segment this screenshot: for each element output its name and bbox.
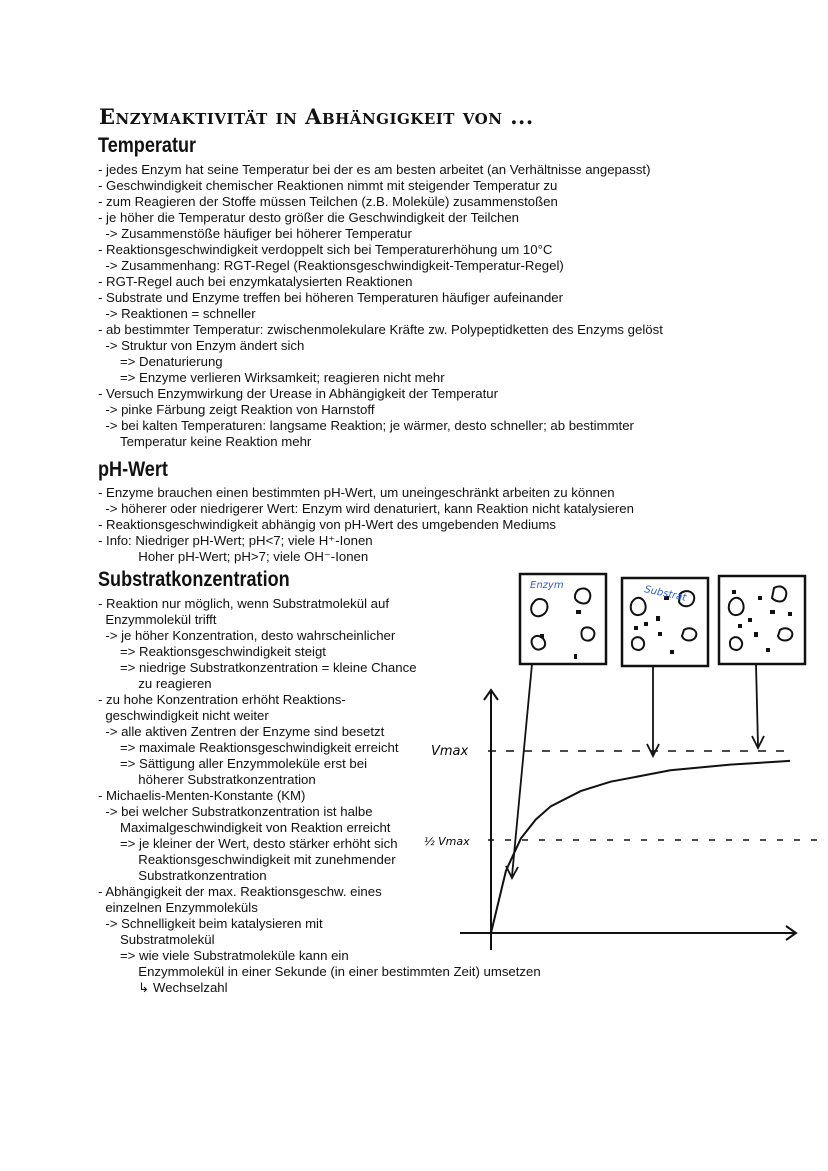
- temperatur-line: - jedes Enzym hat seine Temperatur bei der es am besten arbeitet (an Verhältnisse angepasst): [98, 162, 651, 177]
- ph-line: -> höherer oder niedrigerer Wert: Enzym wird denaturiert, kann Reaktion nicht katalysieren: [98, 501, 634, 516]
- temperatur-line: - Substrate und Enzyme treffen bei höheren Temperaturen häufiger aufeinander: [98, 290, 564, 305]
- substrat-line: zu reagieren: [98, 676, 212, 691]
- substrat-line: => Reaktionsgeschwindigkeit steigt: [98, 644, 326, 659]
- temperatur-line: -> Reaktionen = schneller: [98, 306, 256, 321]
- substrat-line: => Sättigung aller Enzymmoleküle erst bei: [98, 756, 368, 771]
- substrat-line: geschwindigkeit nicht weiter: [98, 708, 269, 723]
- ph-lines: [98, 485, 634, 565]
- box-arrows: [506, 664, 764, 878]
- substrat-line: höherer Substratkonzentration: [98, 772, 316, 787]
- temperatur-line: => Denaturierung: [98, 354, 223, 369]
- substrat-line: => niedrige Substratkonzentration = kleine Chance: [98, 660, 417, 675]
- box-high-concentration: [719, 576, 805, 664]
- substrat-line: => je kleiner der Wert, desto stärker erhöht sich: [98, 836, 398, 851]
- substrat-line: Maximalgeschwindigkeit von Reaktion erreicht: [98, 820, 391, 835]
- half-vmax-label: ½ Vmax: [424, 835, 470, 848]
- heading-ph-wert: pH-Wert: [98, 458, 168, 481]
- substrat-label: Substrat: [643, 584, 688, 604]
- substrat-line: -> alle aktiven Zentren der Enzyme sind besetzt: [98, 724, 385, 739]
- temperatur-line: -> Struktur von Enzym ändert sich: [98, 338, 305, 353]
- temperatur-line: - zum Reagieren der Stoffe müssen Teilchen (z.B. Moleküle) zusammenstoßen: [98, 194, 558, 209]
- substrat-line: Enzymmolekül trifft: [98, 612, 217, 627]
- temperatur-line: -> Zusammenstöße häufiger bei höherer Temperatur: [98, 226, 412, 241]
- substrat-line: Reaktionsgeschwindigkeit mit zunehmender: [98, 852, 396, 867]
- ph-line: - Info: Niedriger pH-Wert; pH<7; viele H⁺-Ionen: [98, 533, 373, 548]
- heading-temperatur: Temperatur: [98, 134, 197, 157]
- temperatur-line: -> pinke Färbung zeigt Reaktion von Harnstoff: [98, 402, 375, 417]
- temperatur-line: -> Zusammenhang: RGT-Regel (Reaktionsgeschwindigkeit-Temperatur-Regel): [98, 258, 564, 273]
- enzym-label: Enzym: [530, 580, 564, 591]
- substrat-line: Substratmolekül: [98, 932, 215, 947]
- substrat-line: Substratkonzentration: [98, 868, 267, 883]
- ph-line: - Enzyme brauchen einen bestimmten pH-Wert, um uneingeschränkt arbeiten zu können: [98, 485, 615, 500]
- substrat-line: -> Schnelligkeit beim katalysieren mit: [98, 916, 323, 931]
- ph-line: - Reaktionsgeschwindigkeit abhängig von pH-Wert des umgebenden Mediums: [98, 517, 556, 532]
- temperatur-line: - je höher die Temperatur desto größer die Geschwindigkeit der Teilchen: [98, 210, 520, 225]
- axes: [460, 690, 796, 950]
- substrat-line: Enzymmolekül in einer Sekunde (in einer bestimmten Zeit) umsetzen: [98, 964, 541, 979]
- temperatur-line: -> bei kalten Temperaturen: langsame Reaktion; je wärmer, desto schneller; ab bestimmter: [98, 418, 634, 433]
- substrat-line: einzelnen Enzymmoleküls: [98, 900, 258, 915]
- michaelis-menten-curve: [491, 761, 790, 933]
- ph-line: Hoher pH-Wert; pH>7; viele OH⁻-Ionen: [98, 549, 369, 564]
- substrat-line: - Reaktion nur möglich, wenn Substratmolekül auf: [98, 596, 390, 611]
- vmax-label: Vmax: [431, 744, 469, 759]
- substrat-line: => maximale Reaktionsgeschwindigkeit erreicht: [98, 740, 399, 755]
- substrat-line: -> je höher Konzentration, desto wahrscheinlicher: [98, 628, 396, 643]
- temperatur-line: - Reaktionsgeschwindigkeit verdoppelt sich bei Temperaturerhöhung um 10°C: [98, 242, 553, 257]
- temperatur-lines: [98, 162, 663, 450]
- page-title: Enzymaktivität in Abhängigkeit von ...: [99, 104, 534, 129]
- substrat-line: ↳ Wechselzahl: [98, 980, 228, 995]
- heading-substratkonzentration: Substratkonzentration: [98, 568, 290, 591]
- temperatur-line: => Enzyme verlieren Wirksamkeit; reagieren nicht mehr: [98, 370, 445, 385]
- substrat-line: - Abhängigkeit der max. Reaktionsgeschw. eines: [98, 884, 382, 899]
- temperatur-line: - ab bestimmter Temperatur: zwischenmolekulare Kräfte zw. Polypeptidketten des Enzyms gelöst: [98, 322, 663, 337]
- michaelis-menten-diagram: [418, 566, 824, 956]
- substrat-line: -> bei welcher Substratkonzentration ist halbe: [98, 804, 373, 819]
- temperatur-line: - Geschwindigkeit chemischer Reaktionen nimmt mit steigender Temperatur zu: [98, 178, 558, 193]
- substrat-line: => wie viele Substratmoleküle kann ein: [98, 948, 349, 963]
- substrat-line: - Michaelis-Menten-Konstante (KM): [98, 788, 306, 803]
- temperatur-line: - RGT-Regel auch bei enzymkatalysierten Reaktionen: [98, 274, 413, 289]
- substrat-line: - zu hohe Konzentration erhöht Reaktions-: [98, 692, 346, 707]
- temperatur-line: - Versuch Enzymwirkung der Urease in Abhängigkeit der Temperatur: [98, 386, 498, 401]
- temperatur-line: Temperatur keine Reaktion mehr: [98, 434, 312, 449]
